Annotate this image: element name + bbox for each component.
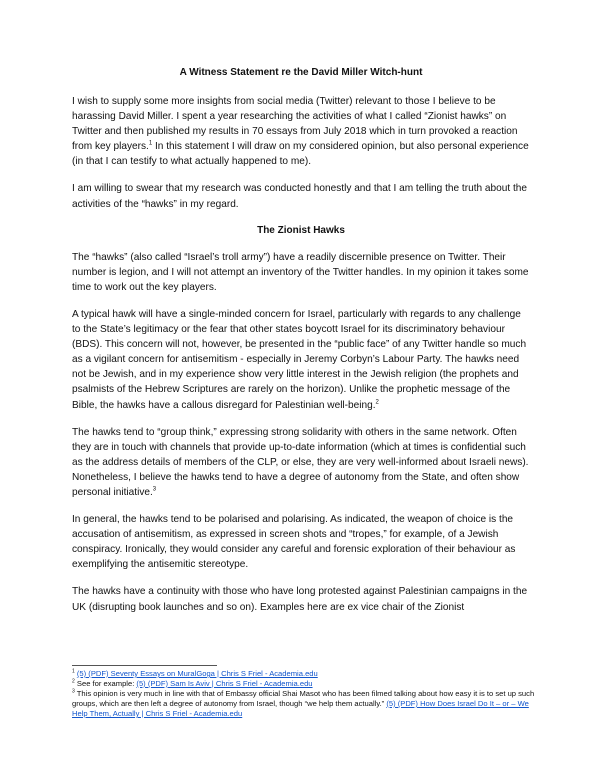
intro-paragraph-2: I am willing to swear that my research was conducted honestly and that I am telling the truth about the activities of the “hawks” in my regard. [72,183,528,210]
footnote-ref-1[interactable]: 1 [148,140,153,147]
footnote-link[interactable]: (5) (PDF) Seventy Essays on MuralGoga | Chris S Friel - Academia.edu [76,669,318,678]
footnote-number: 1 [72,668,75,675]
footnote-divider [72,665,217,666]
document-title: A Witness Statement re the David Miller Witch-hunt [179,67,423,78]
footnote-2 [72,679,542,689]
paragraph-5: The hawks have a continuity with those who have long protested against Palestinian campaigns in the UK (disrupting book launches and so on). Examples here are ex vice chair of the Zionist [72,586,528,613]
intro-paragraph-1 [72,94,530,169]
footnote-number: 3 [72,688,75,695]
paragraph-3 [72,425,530,500]
footnotes-section [72,665,542,719]
paragraph-4: In general, the hawks tend to be polarised and polarising. As indicated, the weapon of choice is the accusation of antisemitism, as expressed in screen shots and “tropes,” for example, of a Jewish conspiracy. Ironically, they would consider any careful and forensic exploration of their behaviour as exemplifying the antisemitic stereotype. [72,514,516,571]
paragraph-2-text: A typical hawk will have a single-minded concern for Israel, particularly with regards to any challenge to the State’s legitimacy or the fear that other states boycott Israel for its discriminatory behaviour (BDS). This concern will not, however, be presented in the “public face” of any Twitter handle so much as a vigilant concern for antisemitism - especially in Jeremy Corbyn’s Labour Party. The hawks need not be Jewish, and in my experience show very little interest in the Jewish religion (the prophets and psalmists of the Hebrew Scriptures are rarely on the horizon). Unlike the prophetic message of the Bible, the hawks have a callous disregard for Palestinian well-being. [72,308,527,411]
document-body [72,66,530,627]
footnote-link[interactable]: (5) (PDF) How Does Israel Do It – or – We Help Them, Actually | Chris S Friel - Academia.edu [72,699,529,718]
footnote-link[interactable]: (5) (PDF) Sam Is Aviv | Chris S Friel - Academia.edu [136,679,313,688]
footnote-prefix: See for example: [76,679,137,688]
footnote-ref-2[interactable]: 2 [375,399,379,406]
footnote-ref-3[interactable]: 3 [152,486,157,493]
paragraph-1: The “hawks” (also called “Israel’s troll army”) have a readily discernible presence on Twitter. Their number is legion, and I will not attempt an inventory of the Twitter handles. In my opinion it takes some time to work out the key players. [72,251,529,293]
section-heading: The Zionist Hawks [257,224,345,236]
paragraph-2 [72,307,530,413]
footnote-number: 2 [72,678,75,685]
footnote-1 [72,669,542,679]
intro-paragraph-1-text: I wish to supply some more insights from social media (Twitter) relevant to those I believe to be harassing David Miller. I spent a year researching the activities of what I called “Zionist hawks” on Twitter and then published my results in 70 essays from July 2018 which in turn provoked a reaction from key players. [72,96,518,153]
footnote-prefix: This opinion is very much in line with that of Embassy official Shai Masot who has been filmed talking about how easy it is to set up such groups, which are then left a degree of autonomy from Israel, though “we help them actually.” [72,689,535,708]
paragraph-3-text: The hawks tend to “group think,” expressing strong solidarity with others in the same network. Often they are in touch with channels that provide up-to-date information (which at times is confidential such as the address details of members of the CLP, or else, they are very well-informed about Israeli news). Nonetheless, I believe the hawks tend to have a degree of autonomy from the State, and often show personal initiative. [72,426,529,498]
intro-paragraph-1-tail: In this statement I will draw on my considered opinion, but also personal experience (in that I can testify to what actually happened to me). [72,141,529,168]
footnote-3 [72,689,542,719]
